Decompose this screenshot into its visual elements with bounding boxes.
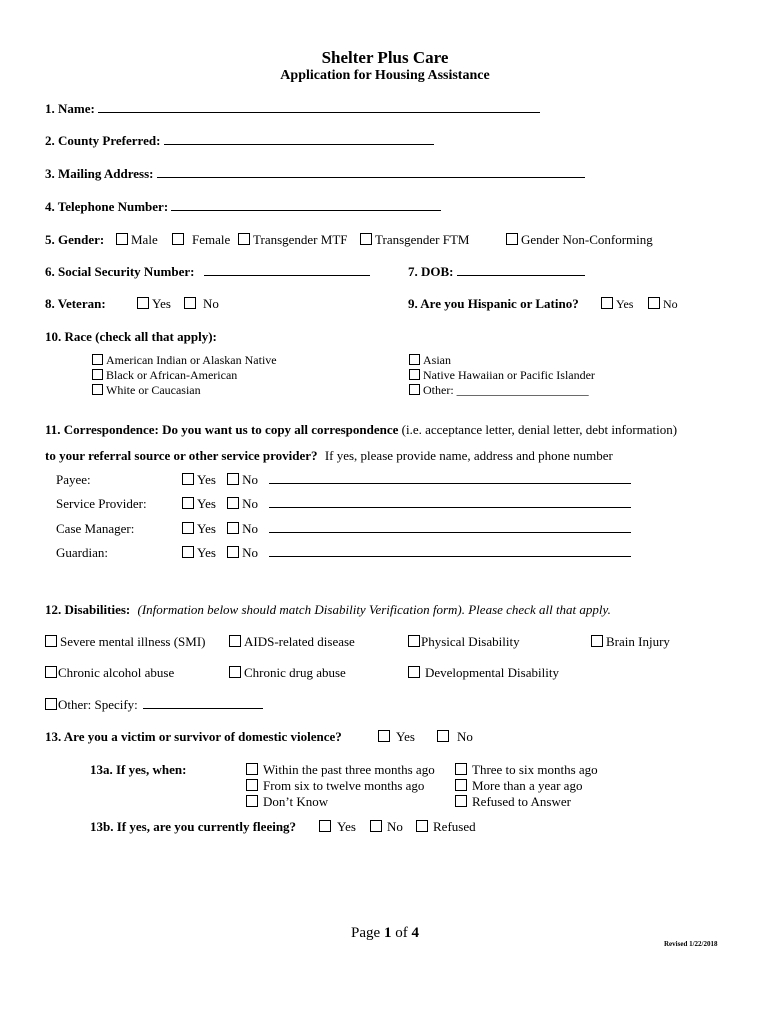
service-provider-field[interactable] — [269, 496, 631, 508]
other-disability-field[interactable] — [143, 697, 263, 709]
checkbox[interactable] — [229, 635, 241, 647]
county-label: 2. County Preferred: — [45, 133, 161, 148]
q7-row — [408, 264, 585, 280]
case-manager-row: Yes No — [182, 521, 631, 537]
race-option[interactable]: Native Hawaiian or Pacific Islander — [409, 368, 595, 383]
gender-option-male[interactable]: Male — [116, 232, 158, 248]
dv-when-option[interactable]: From six to twelve months ago — [246, 778, 435, 794]
checkbox[interactable] — [229, 666, 241, 678]
checkbox[interactable] — [92, 354, 103, 365]
race-option[interactable]: American Indian or Alaskan Native — [92, 353, 277, 368]
checkbox[interactable] — [360, 233, 372, 245]
telephone-label: 4. Telephone Number: — [45, 199, 169, 214]
checkbox[interactable] — [184, 297, 196, 309]
checkbox[interactable] — [246, 795, 258, 807]
checkbox[interactable] — [45, 666, 57, 678]
name-field[interactable] — [98, 101, 540, 113]
dv-when-option[interactable]: Within the past three months ago — [246, 762, 435, 778]
checkbox[interactable] — [437, 730, 449, 742]
race-option[interactable]: Asian — [409, 353, 595, 368]
dv-yes[interactable]: Yes — [378, 729, 415, 745]
dv-when-option[interactable]: Three to six months ago — [455, 762, 598, 778]
veteran-no[interactable]: No — [184, 296, 219, 312]
dv-when-right-list — [455, 762, 598, 810]
dv-no[interactable]: No — [437, 729, 473, 745]
checkbox[interactable] — [378, 730, 390, 742]
checkbox[interactable] — [648, 297, 660, 309]
checkbox[interactable] — [137, 297, 149, 309]
name-label: 1. Name: — [45, 101, 95, 116]
guardian-row: Yes No — [182, 545, 631, 561]
checkbox[interactable] — [182, 473, 194, 485]
checkbox[interactable] — [319, 820, 331, 832]
service-provider-label: Service Provider: — [56, 496, 147, 511]
dv-label: 13. Are you a victim or survivor of domestic violence? — [45, 729, 342, 744]
checkbox[interactable] — [182, 497, 194, 509]
mailing-address-field[interactable] — [157, 166, 585, 178]
checkbox[interactable] — [246, 779, 258, 791]
gender-label: 5. Gender: — [45, 232, 105, 247]
fleeing-label: 13b. If yes, are you currently fleeing? — [90, 819, 297, 834]
q2-row — [45, 133, 434, 149]
page-number: Page 1 of 4 — [351, 925, 419, 941]
dv-when-option[interactable]: More than a year ago — [455, 778, 598, 794]
q4-row — [45, 199, 441, 215]
disability-alcohol[interactable]: Chronic alcohol abuse — [45, 665, 174, 681]
disabilities-question: 12. Disabilities: (Information below should match Disability Verification form). Please check all that apply. — [45, 602, 611, 617]
checkbox[interactable] — [246, 763, 258, 775]
hispanic-no[interactable]: No — [648, 297, 678, 312]
page-subtitle: Application for Housing Assistance — [280, 68, 490, 83]
mailing-address-label: 3. Mailing Address: — [45, 166, 154, 181]
disability-developmental[interactable]: Developmental Disability — [408, 665, 559, 681]
case-manager-label: Case Manager: — [56, 521, 135, 536]
dv-when-option[interactable]: Don’t Know — [246, 794, 435, 810]
service-provider-row: Yes No — [182, 496, 631, 512]
q3-row — [45, 166, 585, 182]
gender-option-female[interactable]: Female — [172, 232, 230, 248]
dv-when-left-list — [246, 762, 435, 810]
disability-physical[interactable]: Physical Disability — [408, 634, 520, 650]
payee-label: Payee: — [56, 472, 91, 487]
ssn-label: 6. Social Security Number: — [45, 264, 195, 279]
correspondence-question-line2: to your referral source or other service provider? If yes, please provide name, address and phone number — [45, 448, 613, 463]
checkbox[interactable] — [409, 369, 420, 380]
disability-drug[interactable]: Chronic drug abuse — [229, 665, 346, 681]
checkbox[interactable] — [227, 546, 239, 558]
checkbox[interactable] — [601, 297, 613, 309]
checkbox[interactable] — [409, 354, 420, 365]
checkbox[interactable] — [506, 233, 518, 245]
checkbox[interactable] — [182, 546, 194, 558]
race-option[interactable]: Other: ______________________ — [409, 383, 595, 398]
county-field[interactable] — [164, 133, 434, 145]
disability-smi[interactable]: Severe mental illness (SMI) — [45, 634, 206, 650]
telephone-field[interactable] — [171, 199, 441, 211]
dv-when-label: 13a. If yes, when: — [90, 762, 187, 777]
dob-label: 7. DOB: — [408, 264, 454, 279]
checkbox[interactable] — [227, 522, 239, 534]
checkbox[interactable] — [45, 698, 57, 710]
hispanic-label: 9. Are you Hispanic or Latino? — [408, 296, 579, 311]
guardian-label: Guardian: — [56, 545, 108, 560]
checkbox[interactable] — [182, 522, 194, 534]
race-left-list — [92, 353, 277, 398]
checkbox[interactable] — [227, 473, 239, 485]
checkbox[interactable] — [455, 779, 467, 791]
fleeing-no[interactable]: No — [370, 819, 403, 835]
checkbox[interactable] — [227, 497, 239, 509]
checkbox[interactable] — [370, 820, 382, 832]
checkbox[interactable] — [408, 635, 420, 647]
veteran-label: 8. Veteran: — [45, 296, 106, 311]
checkbox[interactable] — [408, 666, 420, 678]
checkbox[interactable] — [45, 635, 57, 647]
race-right-list — [409, 353, 595, 398]
checkbox[interactable] — [116, 233, 128, 245]
veteran-yes[interactable]: Yes — [137, 296, 171, 312]
guardian-field[interactable] — [269, 545, 631, 557]
race-option[interactable]: Black or African-American — [92, 368, 277, 383]
disability-other[interactable]: Other: Specify: — [45, 697, 263, 713]
case-manager-field[interactable] — [269, 521, 631, 533]
checkbox[interactable] — [455, 795, 467, 807]
fleeing-refused[interactable]: Refused — [416, 819, 476, 835]
checkbox[interactable] — [455, 763, 467, 775]
disability-brain-injury[interactable]: Brain Injury — [591, 634, 670, 650]
dob-field[interactable] — [457, 264, 585, 276]
ssn-field[interactable] — [204, 264, 370, 276]
gender-option-transgender-ftm[interactable]: Transgender FTM — [360, 232, 470, 248]
correspondence-question: 11. Correspondence: Do you want us to copy all correspondence (i.e. acceptance letter, denial letter, debt information) — [45, 422, 678, 437]
revised-date: Revised 1/22/2018 — [664, 940, 718, 948]
race-option[interactable]: White or Caucasian — [92, 383, 277, 398]
fleeing-yes[interactable]: Yes — [319, 819, 356, 835]
payee-field[interactable] — [269, 472, 631, 484]
gender-option-non-conforming[interactable]: Gender Non-Conforming — [506, 232, 653, 248]
checkbox[interactable] — [591, 635, 603, 647]
gender-option-transgender-mtf[interactable]: Transgender MTF — [238, 232, 348, 248]
disability-aids[interactable]: AIDS-related disease — [229, 634, 355, 650]
race-label: 10. Race (check all that apply): — [45, 329, 217, 344]
checkbox[interactable] — [238, 233, 250, 245]
checkbox[interactable] — [92, 384, 103, 395]
page-title: Shelter Plus Care — [321, 48, 449, 67]
checkbox[interactable] — [409, 384, 420, 395]
checkbox[interactable] — [416, 820, 428, 832]
q1-row — [45, 101, 540, 117]
q6-row — [45, 264, 370, 280]
checkbox[interactable] — [92, 369, 103, 380]
dv-when-option[interactable]: Refused to Answer — [455, 794, 598, 810]
checkbox[interactable] — [172, 233, 184, 245]
payee-row: Yes No — [182, 472, 631, 488]
hispanic-yes[interactable]: Yes — [601, 297, 633, 312]
